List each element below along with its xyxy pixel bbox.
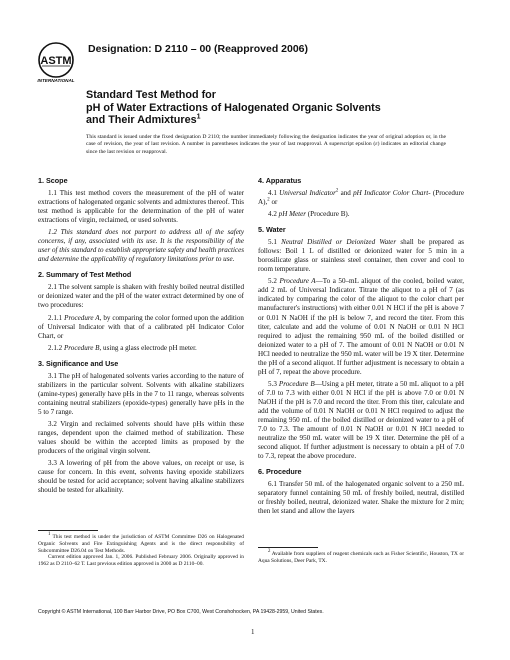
logo-text: INTERNATIONAL xyxy=(37,78,75,83)
footnote-1: $^1$ This test method is under the jurisdiction of ASTM Committee D26 on Halogenated Organic Solvents and Fire Extinguishing Agents and is the direct responsibility of Subcommittee D26.04 on Test Methods. Current edition approved Jan. 1, 2006. Published February 2006. Originally approved in 1962 as D 2110–62 T. Last previous edition approved in 2000 as D 2110–00. xyxy=(38,532,244,568)
section-significance xyxy=(38,359,244,496)
footnote-2: $^2$ Available from suppliers of reagent chemicals such as Fisher Scientific, Houston, TX or Aqua Solutions, Deer Park, TX. xyxy=(258,549,464,564)
copyright-line: Copyright © ASTM International, 100 Barr Harbor Drive, PO Box C700, West Conshohocken, PA 19428-2959, United States. xyxy=(38,609,324,615)
scope-p2: 1.2 This standard does not purport to address all of the safety concerns, if any, associated with its use. It is the responsibility of the user of this standard to establish appropriate safety and health practices and determine the applicability of regulatory limitations prior to use. xyxy=(38,228,244,264)
apparatus-heading: 4. Apparatus xyxy=(258,176,302,185)
summary-p3: 2.1.2 Procedure B, using a glass electrode pH meter. xyxy=(48,343,197,352)
left-column xyxy=(38,176,244,501)
summary-p2: 2.1.1 Procedure A, by comparing the color formed upon the addition of Universal Indicator with that of a calibrated pH Indicator Color Chart, or xyxy=(38,313,244,340)
page-number: 1 xyxy=(251,628,255,636)
svg-text:ASTM: ASTM xyxy=(40,55,72,67)
water-p3: 5.3 Procedure B—Using a pH meter, titrate a 50 mL aliquot to a pH of 7.0 to 7.3 with either 0.01 N HCl if the pH is above 7.0 or 0.01 N NaOH if the pH is 7.0 and record the titer. From this titer, calculate and add the volume of 0.01 N NaOH or 0.01 N HCl required to adjust the remaining 950 mL of the boiled distilled or deionized water to a pH of 7.0 to 7.3. The amount of 0.01 N NaOH or 0.01 N HCl needed to neutralize the 950 mL water will be 19 X titer. Determine the pH of a second aliquot. If further adjustment is necessary to obtain a pH of 7.0 to 7.3, repeat the above procedure. xyxy=(258,379,465,461)
section-procedure xyxy=(258,467,464,516)
water-p1: 5.1 Neutral Distilled or Deionized Water shall be prepared as follows: Boil 1 L of distilled or deionized water for 5 min in a borosilicate glass or stainless steel container, then cover and cool to room temperature. xyxy=(258,238,464,274)
apparatus-p1: 4.1 Universal Indicator$^2$ and pH Indicator Color Chart- (Procedure A),$^2$ or xyxy=(258,188,465,207)
issuance-notice: This standard is issued under the fixed designation D 2110; the number immediately following the designation indicates the year of original adoption or, in the case of revision, the year of last revision. A number in parentheses indicates the year of last reapproval. A superscript epsilon (ε) indicates an editorial change since the last revision or reapproval. xyxy=(86,134,446,155)
significance-p2: 3.2 Virgin and reclaimed solvents should have pHs within these ranges, dependent upon the claimed method of stabilization. These values should be within the accepted limits as proposed by the producers of the original virgin solvent. xyxy=(38,419,244,456)
scope-heading: 1. Scope xyxy=(38,176,68,185)
astm-logo xyxy=(34,40,78,84)
right-column xyxy=(258,176,464,522)
procedure-p1: 6.1 Transfer 50 mL of the halogenated organic solvent to a 250 mL separatory funnel containing 50 mL of freshly boiled, neutral, distilled or freshly boiled, neutral, deionized water. Shake the mixture for 2 min; then let stand and allow the layers xyxy=(258,480,464,516)
title-footnote-mark: 1 xyxy=(196,113,201,121)
title-line-1: Standard Test Method for xyxy=(86,89,216,101)
title-line-3: and Their Admixtures$^1$ xyxy=(86,113,201,126)
significance-heading: 3. Significance and Use xyxy=(38,358,119,368)
scope-p1: 1.1 This test method covers the measurement of the pH of water extractions of halogenated organic solvents and admixtures thereof. This test method is applicable for the determination of the pH of water extractions of virgin, reclaimed, or used solvents. xyxy=(38,189,244,225)
procedure-heading: 6. Procedure xyxy=(258,467,302,477)
summary-heading: 2. Summary of Test Method xyxy=(38,270,132,280)
footnote-rule-left xyxy=(38,530,98,531)
water-heading: 5. Water xyxy=(258,225,286,235)
section-scope xyxy=(38,176,244,264)
summary-p1: 2.1 The solvent sample is shaken with freshly boiled neutral distilled or deionized water and the pH of the water extract determined by one of two procedures: xyxy=(38,283,244,310)
apparatus-p2: 4.2 pH Meter (Procedure B). xyxy=(268,210,350,219)
title-line-2: pH of Water Extractions of Halogenated Organic Solvents xyxy=(86,101,381,114)
section-water xyxy=(258,225,464,461)
water-p2: 5.2 Procedure A—To a 50–mL aliquot of the cooled, boiled water, add 2 mL of Universal Indicator. Titrate the aliquot to a pH of 7 (as indicated by comparing the color of the aliquot to the color chart per manufacturer's instructions) with either 0.01 N HCl if the pH is above 7 or 0.01 N NaOH if the pH is below 7, and record the titer. From this titer, calculate and add the volume of 0.01 N NaOH or 0.01 N HCl required to adjust the remaining 950 mL of the boiled distilled or deionized water to a pH of 7. The amount of 0.01 N NaOH or 0.01 N HCl needed to neutralize the 950 mL water will be 19 X titer. Determine the pH of a second aliquot. If further adjustment is necessary to obtain a pH of 7, repeat the above procedure. xyxy=(258,277,464,376)
significance-p3: 3.3 A lowering of pH from the above values, on receipt or use, is cause for concern. In this event, solvents having epoxide stabilizers should be tested for acid acceptance; solvent having alkaline stabilizers should be tested for alkalinity. xyxy=(38,459,244,495)
section-apparatus xyxy=(258,176,464,219)
significance-p1: 3.1 The pH of halogenated solvents varies according to the nature of stabilizers in the particular solvent. Solvents with alkaline stabilizers (amine-types) generally have pHs in the 7 to 11 range, whereas solvents containing neutral stabilizers (epoxide-types) generally have pHs in the 5 to 7 range. xyxy=(38,371,244,416)
footnote-rule-right xyxy=(258,547,318,548)
designation: Designation: D 2110 – 00 (Reapproved 2006) xyxy=(88,43,309,55)
section-summary xyxy=(38,270,244,352)
document-title xyxy=(86,89,416,127)
